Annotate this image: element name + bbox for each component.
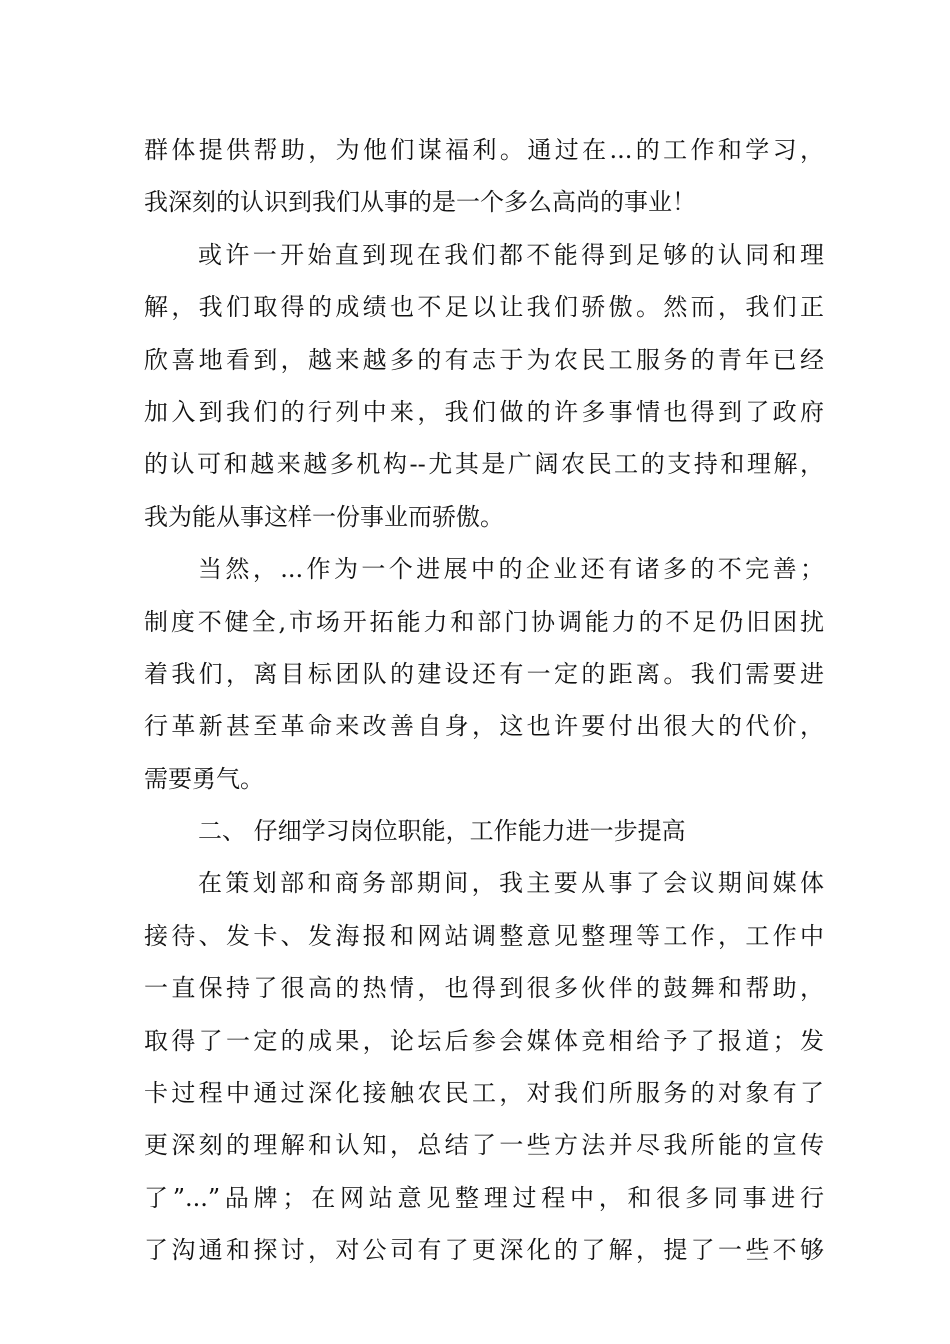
paragraph-line: 我为能从事这样一份事业而骄傲。 [144,502,504,531]
paragraph-line: 一直保持了很高的热情，也得到很多伙伴的鼓舞和帮助， [144,974,824,1003]
paragraph-line: 或许一开始直到现在我们都不能得到足够的认同和理 [198,240,824,269]
paragraph-line: 需要勇气。 [144,764,264,793]
paragraph-line: 群体提供帮助，为他们谋福利。通过在...的工作和学习， [144,136,824,164]
paragraph-line: 接待、发卡、发海报和网站调整意见整理等工作，工作中 [144,921,824,950]
paragraph-line: 解，我们取得的成绩也不足以让我们骄傲。然而，我们正 [144,293,824,322]
paragraph-line: 行革新甚至革命来改善自身，这也许要付出很大的代价， [144,712,824,741]
paragraph-line: 更深刻的理解和认知，总结了一些方法并尽我所能的宣传 [144,1131,824,1160]
paragraph-line: 的认可和越来越多机构--尤其是广阔农民工的支持和理解， [144,450,824,479]
paragraph-line: 着我们，离目标团队的建设还有一定的距离。我们需要进 [144,659,824,688]
paragraph-line: 我深刻的认识到我们从事的是一个多么高尚的事业！ [144,188,696,217]
paragraph-line: 了”...”品牌；在网站意见整理过程中，和很多同事进行 [144,1183,824,1212]
section-heading: 二、 仔细学习岗位职能，工作能力进一步提高 [198,817,686,846]
paragraph-line: 当然，...作为一个进展中的企业还有诸多的不完善； [198,555,824,584]
paragraph-line: 欣喜地看到，越来越多的有志于为农民工服务的青年已经 [144,345,824,374]
paragraph-line: 在策划部和商务部期间，我主要从事了会议期间媒体 [198,869,824,898]
paragraph-line: 卡过程中通过深化接触农民工，对我们所服务的对象有了 [144,1079,824,1108]
document-body [144,124,824,1277]
paragraph-line: 制度不健全,市场开拓能力和部门协调能力的不足仍旧困扰 [144,607,824,636]
paragraph-line: 取得了一定的成果，论坛后参会媒体竞相给予了报道；发 [144,1026,824,1055]
paragraph-line: 了沟通和探讨，对公司有了更深化的了解，提了一些不够 [144,1236,824,1265]
paragraph-line: 加入到我们的行列中来，我们做的许多事情也得到了政府 [144,397,824,426]
